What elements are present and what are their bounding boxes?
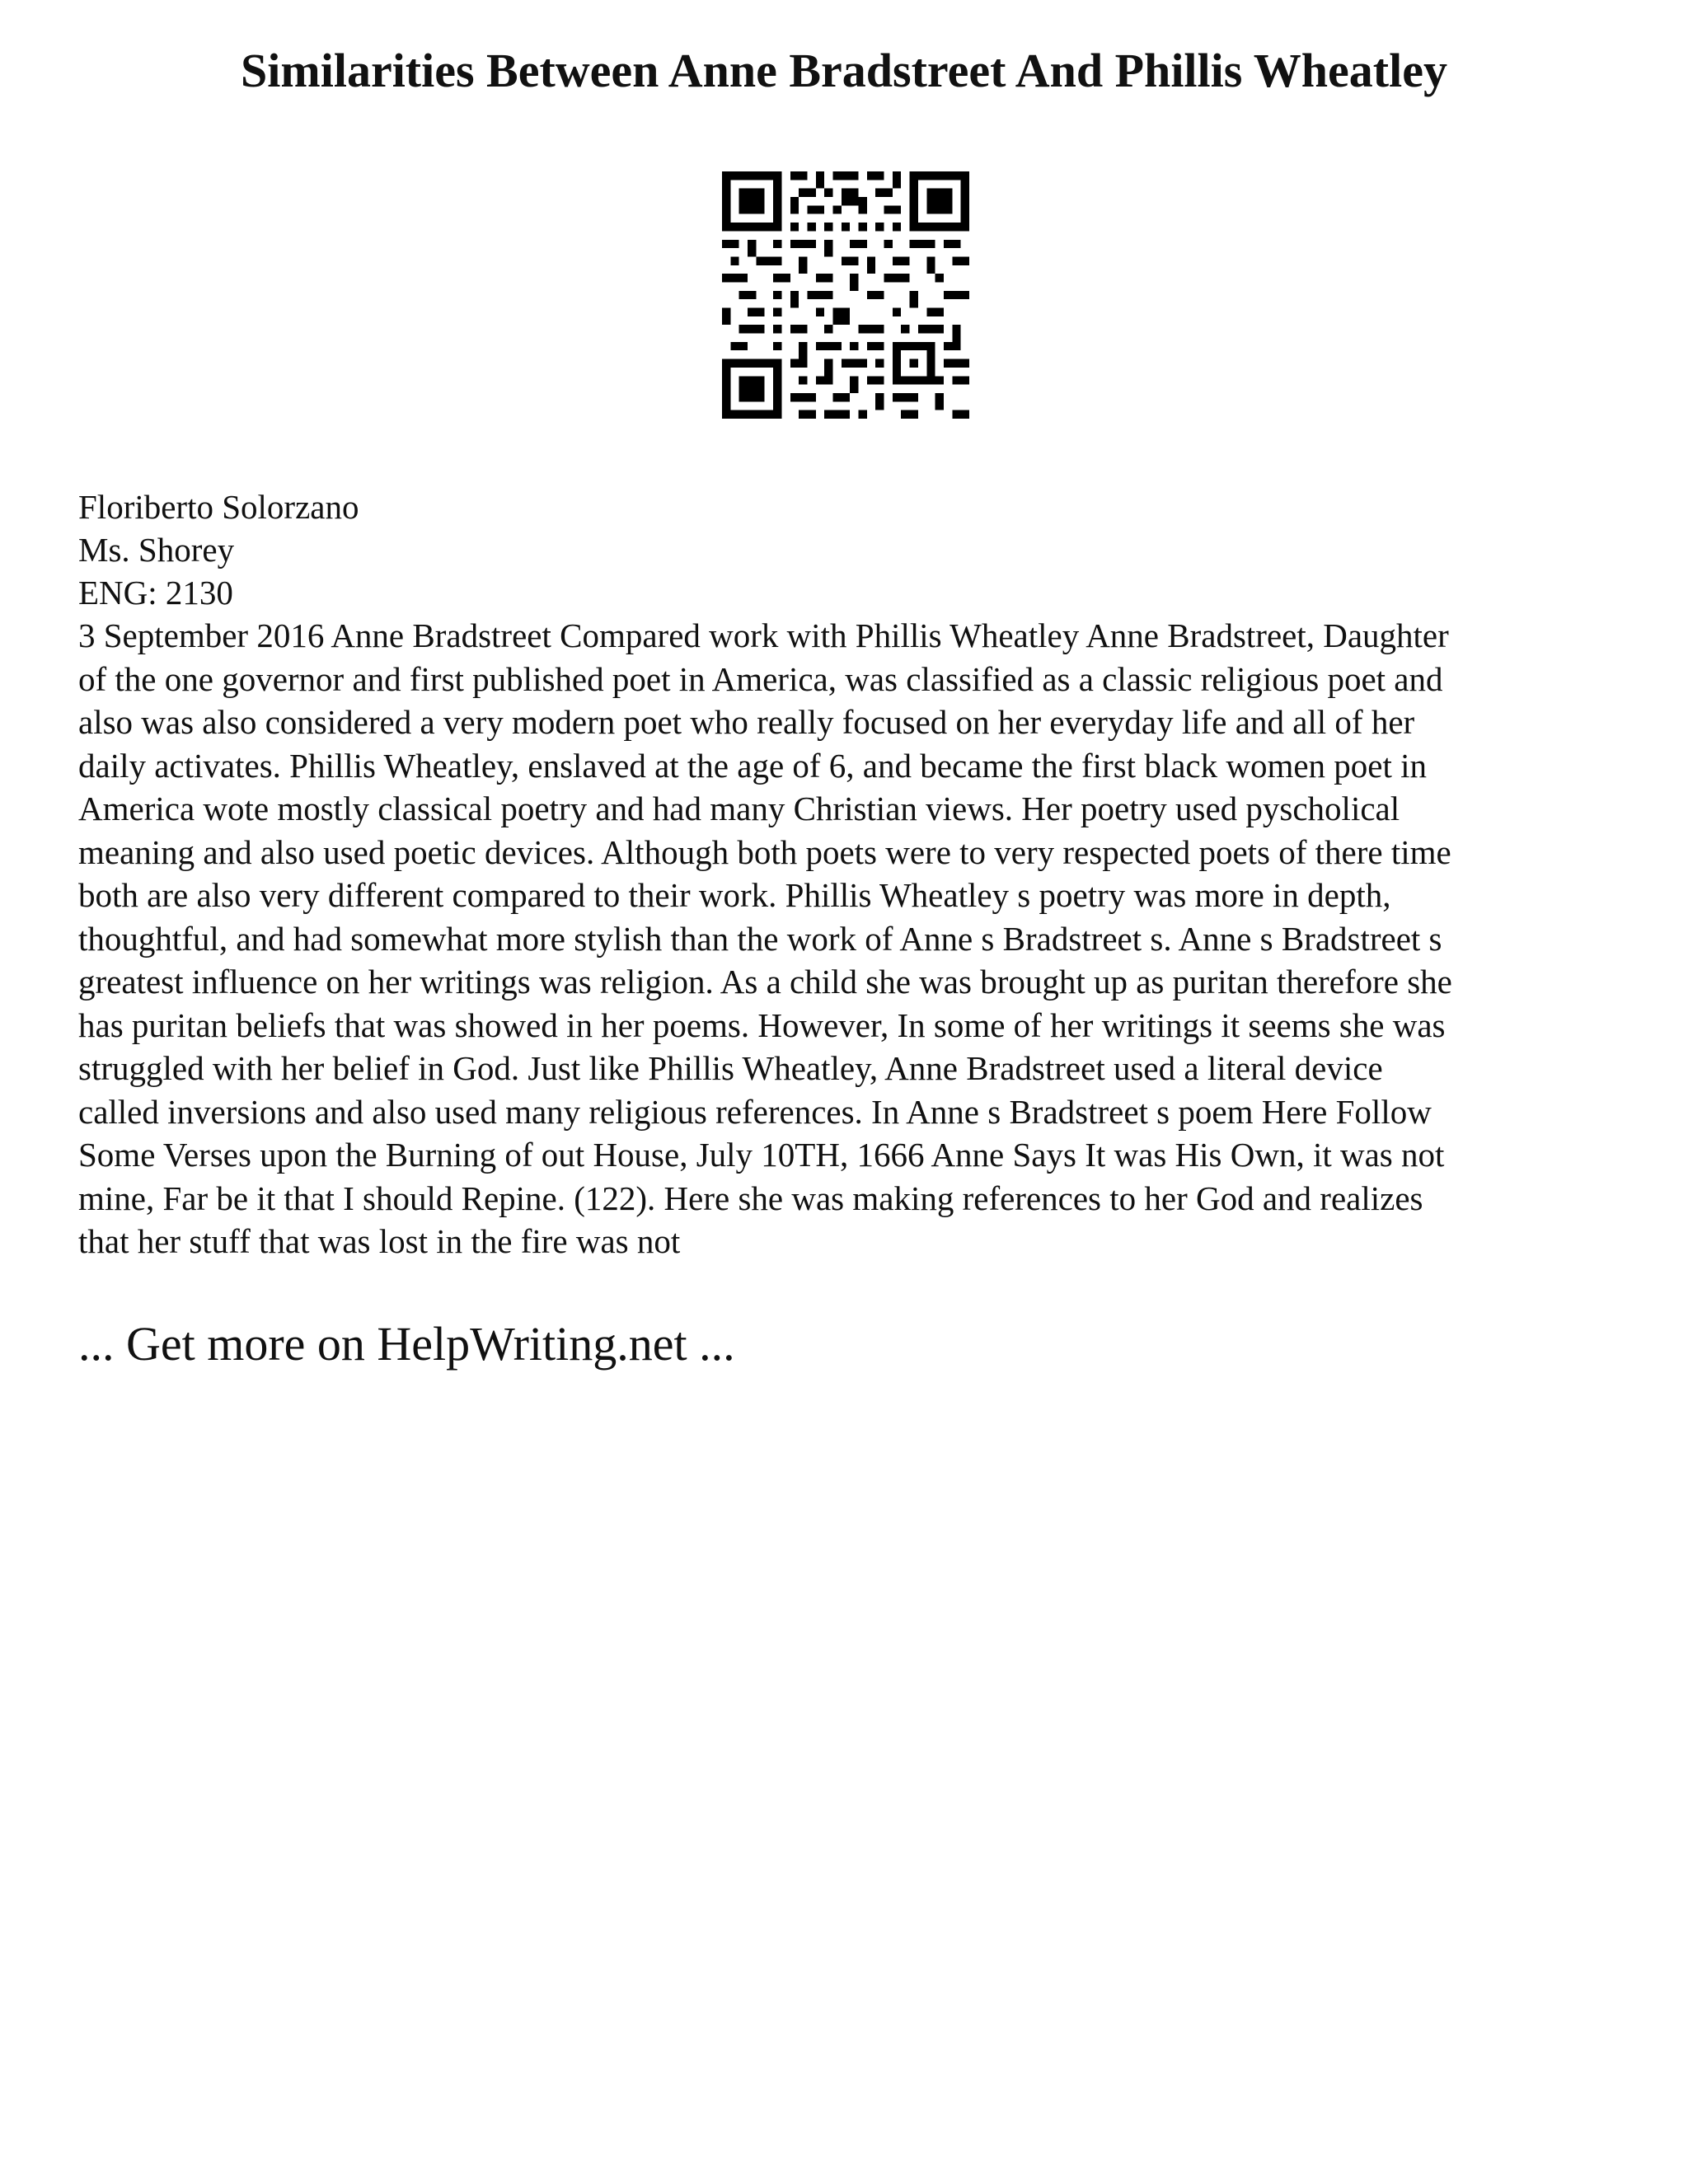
body-line: mine, Far be it that I should Repine. (122). Here she was making references to her God and realizes	[78, 1179, 1423, 1217]
qr-code-graphic	[722, 171, 969, 419]
body-line: called inversions and also used many religious references. In Anne s Bradstreet s poem Here Follow	[78, 1092, 1432, 1131]
body-line: that her stuff that was lost in the fire was not	[78, 1222, 681, 1260]
body-line: struggled with her belief in God. Just like Phillis Wheatley, Anne Bradstreet used a literal device	[78, 1049, 1383, 1087]
body-line: daily activates. Phillis Wheatley, enslaved at the age of 6, and became the first black women poet in	[78, 746, 1428, 785]
body-line: of the one governor and first published poet in America, was classified as a classic religious poet and	[78, 659, 1443, 698]
teacher-name: Ms. Shorey	[78, 531, 235, 569]
body-line: Some Verses upon the Burning of out House, July 10TH, 1666 Anne Says It was His Own, it was not	[78, 1136, 1445, 1174]
header-info	[78, 485, 1611, 614]
body-line: 3 September 2016 Anne Bradstreet Compared work with Phillis Wheatley Anne Bradstreet, Daughter	[78, 616, 1449, 654]
author-name: Floriberto Solorzano	[78, 488, 359, 526]
body-line: thoughtful, and had somewhat more stylish than the work of Anne s Bradstreet s. Anne s Bradstreet s	[78, 919, 1442, 958]
get-more-link[interactable]: ... Get more on HelpWriting.net ...	[78, 1317, 735, 1371]
body-line: greatest influence on her writings was religion. As a child she was brought up as puritan therefore she	[78, 963, 1452, 1001]
qr-code-icon	[722, 171, 969, 419]
essay-body	[78, 614, 1628, 1263]
body-line: America wote mostly classical poetry and had many Christian views. Her poetry used pyscholical	[78, 790, 1400, 827]
course-code: ENG: 2130	[78, 574, 233, 612]
body-line: has puritan beliefs that was showed in her poems. However, In some of her writings it seems she was	[78, 1005, 1446, 1044]
body-line: meaning and also used poetic devices. Although both poets were to very respected poets of there time	[78, 832, 1451, 871]
body-line: also was also considered a very modern poet who really focused on her everyday life and all of her	[78, 703, 1415, 741]
page-title: Similarities Between Anne Bradstreet And Phillis Wheatley	[241, 44, 1447, 97]
body-line: both are also very different compared to their work. Phillis Wheatley s poetry was more in depth,	[78, 876, 1391, 914]
